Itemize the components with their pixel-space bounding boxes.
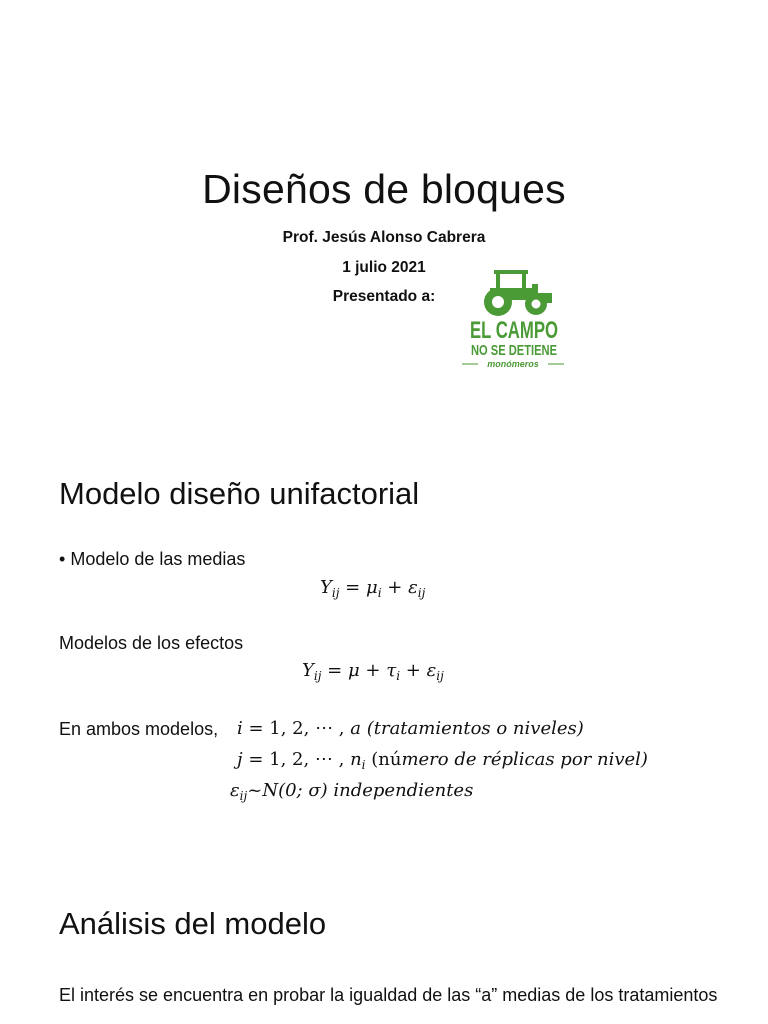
author-line: Prof. Jesús Alonso Cabrera xyxy=(282,229,486,246)
date-line: 1 julio 2021 xyxy=(342,259,426,276)
effects-model-label: Modelos de los efectos xyxy=(59,633,244,653)
condition-epsilon: $\varepsilon_{ij}\sim N(0$; σ) independientes xyxy=(230,780,474,803)
condition-j: j = 1, 2, ⋯ , $n_i$ (número de réplicas por nivel) xyxy=(237,749,648,772)
logo-line1: EL CAMPO xyxy=(470,317,558,344)
slide-title: Diseños de bloques xyxy=(202,166,566,212)
bullet-means-model xyxy=(59,549,245,570)
logo-brand: monómeros xyxy=(487,359,539,369)
tractor-icon xyxy=(460,266,570,372)
condition-i: i = 1, 2, ⋯ , a (tratamientos o niveles) xyxy=(237,718,584,739)
equation-means-model: $Y_{ij} = \mu_i + \varepsilon_{ij}$ xyxy=(320,577,426,600)
analysis-body-text: El interés se encuentra en probar la igualdad de las “a” medias de los tratamientos xyxy=(59,985,718,1005)
presented-to-label: Presentado a: xyxy=(332,288,436,305)
logo-line2: NO SE DETIENE xyxy=(471,342,557,359)
equation-effects-model: $Y_{ij} = \mu + \tau_i + \varepsilon_{ij}$ xyxy=(302,660,444,683)
both-models-label: En ambos modelos, xyxy=(59,719,219,739)
section-title-analysis: Análisis del modelo xyxy=(59,906,327,941)
bullet-dot: • xyxy=(59,549,66,569)
el-campo-logo xyxy=(460,266,570,372)
section-title-model: Modelo diseño unifactorial xyxy=(59,476,420,511)
bullet-label: Modelo de las medias xyxy=(70,549,246,569)
